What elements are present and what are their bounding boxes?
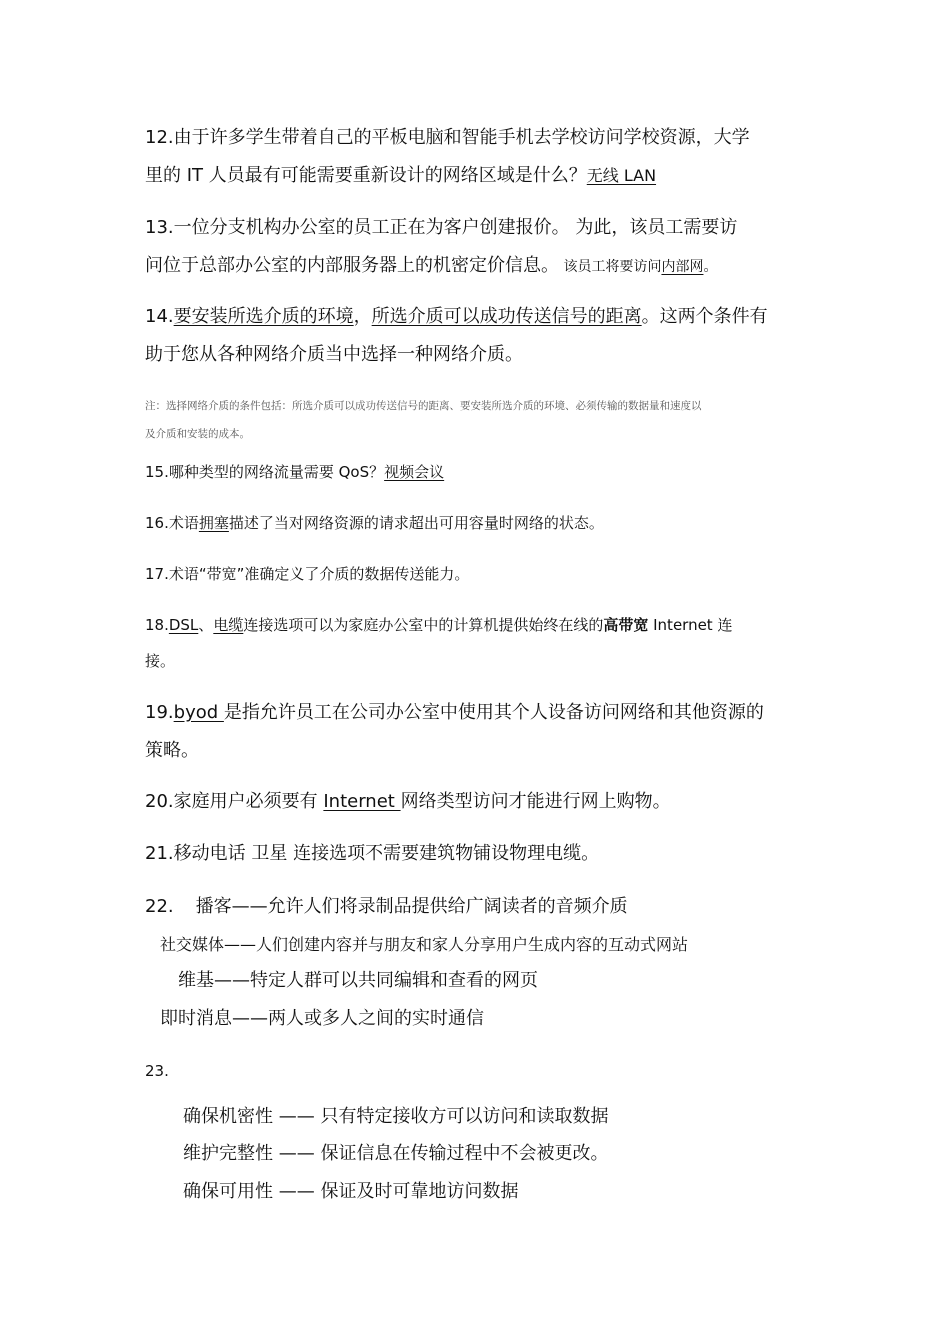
question-number: 18. — [145, 616, 169, 634]
question-13-line-1 — [145, 209, 810, 247]
answer-byod: byod — [173, 702, 224, 723]
question-18-line-2 — [145, 643, 810, 679]
question-16-line — [145, 505, 810, 541]
question-15-line — [145, 454, 810, 490]
question-19-line-1 — [145, 694, 810, 732]
question-20-post: 网络类型访问才能进行网上购物。 — [400, 791, 671, 812]
question-17-text: 术语“带宽”准确定义了介质的数据传送能力。 — [168, 565, 470, 583]
question-22-number-line — [145, 888, 810, 926]
answer-dsl: DSL — [168, 616, 199, 634]
question-17 — [145, 556, 810, 592]
matching-item: 确保可用性 —— 保证及时可靠地访问数据 — [183, 1181, 519, 1202]
question-19 — [145, 694, 810, 770]
question-14-text-2: 助于您从各种网络介质当中选择一种网络介质。 — [145, 344, 523, 365]
matching-item: 维基——特定人群可以共同编辑和查看的网页 — [178, 970, 538, 991]
question-number: 15. — [145, 463, 169, 481]
question-20 — [145, 783, 810, 821]
answer-congestion: 拥塞 — [198, 514, 229, 532]
question-number: 14. — [145, 306, 174, 327]
question-19-text-2: 策略。 — [145, 740, 199, 761]
question-21-line — [145, 835, 810, 873]
matching-item: 播客——允许人们将录制品提供给广阔读者的音频介质 — [195, 896, 628, 917]
question-21-text: 移动电话 卫星 连接选项不需要建筑物铺设物理电缆。 — [173, 843, 600, 864]
question-18-text: 连接选项可以为家庭办公室中的计算机提供始终在线的 — [243, 616, 604, 634]
question-12-line-2 — [145, 157, 810, 195]
question-18 — [145, 607, 810, 679]
question-14-line-1 — [145, 298, 810, 336]
question-14 — [145, 298, 810, 374]
bold-high-bandwidth: 高带宽 — [603, 616, 649, 634]
matching-item: 即时消息——两人或多人之间的实时通信 — [160, 1008, 484, 1029]
question-20-pre: 家庭用户必须要有 — [173, 791, 324, 812]
answer-wireless-lan: 无线 LAN — [586, 166, 657, 185]
question-12 — [145, 119, 810, 195]
separator: 、 — [198, 616, 214, 634]
question-22-line-1 — [145, 888, 810, 926]
question-13-text-2: 问位于总部办公室的内部服务器上的机密定价信息。 — [145, 255, 559, 276]
answer-cable: 电缆 — [213, 616, 244, 634]
question-number: 13. — [145, 217, 174, 238]
question-number: 23. — [145, 1062, 169, 1080]
question-16-pre: 术语 — [168, 514, 199, 532]
matching-item: 确保机密性 —— 只有特定接收方可以访问和读取数据 — [183, 1106, 609, 1127]
question-18-line-1 — [145, 607, 810, 643]
question-number: 19. — [145, 702, 174, 723]
answer-video-conference: 视频会议 — [384, 463, 445, 481]
note-line-1: 注：选择网络介质的条件包括：所选介质可以成功传送信号的距离、要安装所选介质的环境、必须传输的数据量和速度以 — [145, 400, 702, 412]
matching-item: 社交媒体——人们创建内容并与朋友和家人分享用户生成内容的互动式网站 — [160, 935, 689, 954]
question-13-line-2 — [145, 247, 810, 286]
question-number: 20. — [145, 791, 174, 812]
answer-distance: 所选介质可以成功传送信号的距离 — [371, 306, 642, 327]
question-number: 17. — [145, 565, 169, 583]
question-number: 16. — [145, 514, 169, 532]
question-number: 22. — [145, 896, 174, 917]
question-12-text: 由于许多学生带着自己的平板电脑和智能手机去学校访问学校资源，大学 — [173, 127, 750, 148]
question-16-post: 描述了当对网络资源的请求超出可用容量时网络的状态。 — [228, 514, 604, 532]
question-13-text-3: 该员工将要访问 — [559, 259, 662, 275]
question-13-end: 。 — [703, 259, 718, 275]
question-number: 21. — [145, 843, 174, 864]
question-15 — [145, 454, 810, 490]
question-18-text-2: 接。 — [145, 652, 176, 670]
separator: ， — [353, 306, 372, 327]
question-17-line — [145, 556, 810, 592]
matching-item: 维护完整性 —— 保证信息在传输过程中不会被更改。 — [183, 1143, 609, 1164]
question-20-line — [145, 783, 810, 821]
question-19-line-2 — [145, 732, 810, 770]
question-14-line-2 — [145, 336, 810, 374]
answer-intranet: 内部网 — [661, 259, 704, 275]
question-21 — [145, 835, 810, 873]
note-line-2: 及介质和安装的成本。 — [145, 428, 250, 440]
question-14-text: 。这两个条件有 — [641, 306, 768, 327]
question-13 — [145, 209, 810, 286]
question-12-line-1 — [145, 119, 810, 157]
question-13-text: 一位分支机构办公室的员工正在为客户创建报价。 为此，该员工需要访 — [173, 217, 738, 238]
question-16 — [145, 505, 810, 541]
question-18-end: Internet 连 — [648, 616, 733, 634]
note — [145, 392, 810, 448]
question-number: 12. — [145, 127, 174, 148]
question-12-text-2: 里的 IT 人员最有可能需要重新设计的网络区域是什么？ — [145, 165, 587, 186]
answer-environment: 要安装所选介质的环境 — [173, 306, 354, 327]
question-15-text: 哪种类型的网络流量需要 QoS？ — [168, 463, 385, 481]
question-19-text: 是指允许员工在公司办公室中使用其个人设备访问网络和其他资源的 — [223, 702, 764, 723]
answer-internet: Internet — [323, 791, 401, 812]
